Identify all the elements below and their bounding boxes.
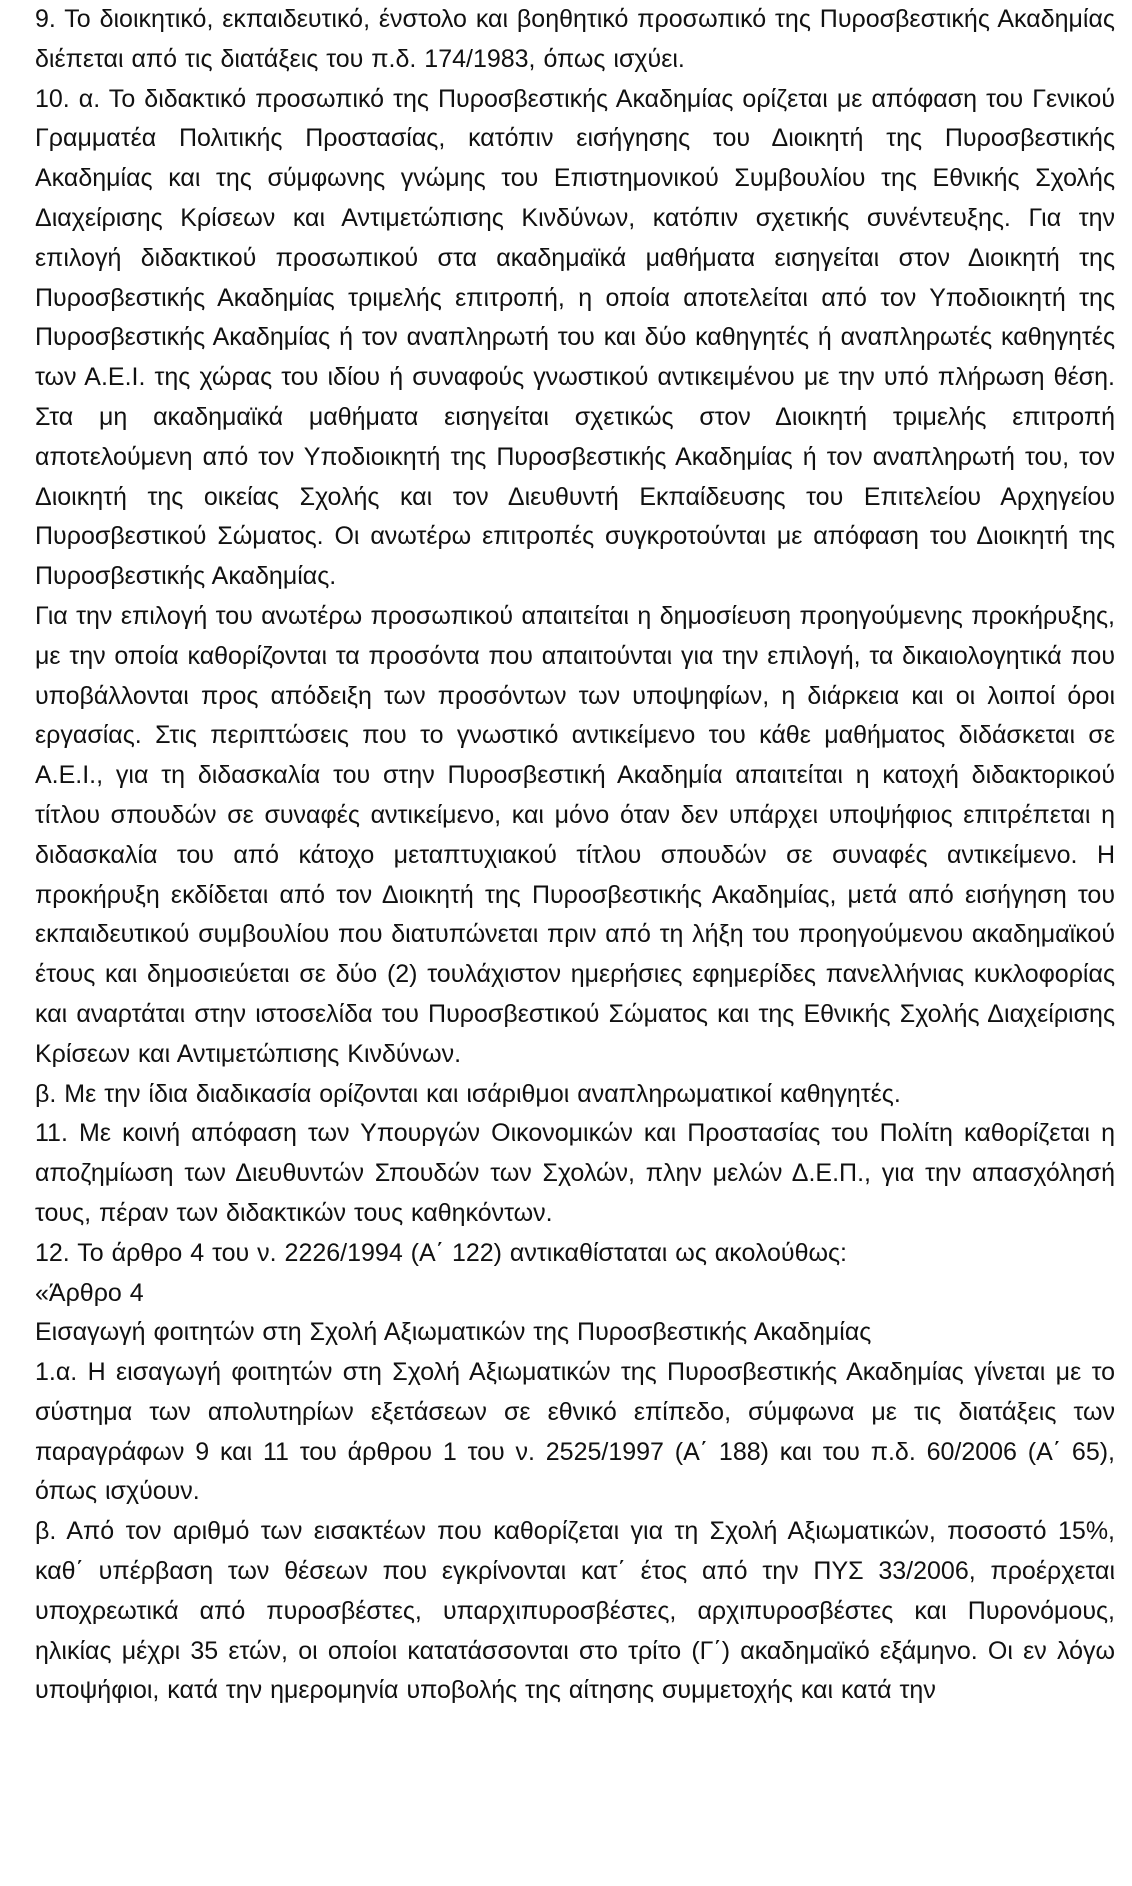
paragraph-10a: 10. α. Το διδακτικό προσωπικό της Πυροσβεστικής Ακαδημίας ορίζεται με απόφαση του Γενικού Γραμματέα Πολιτικής Προστασίας, κατόπιν εισήγησης του Διοικητή της Πυροσβεστικής Ακαδημίας και της σύμφωνης γνώμης του Επιστημονικού Συμβουλίου της Εθνικής Σχολής Διαχείρισης Κρίσεων και Αντιμετώπισης Κινδύνων, κατόπιν σχετικής συνέντευξης. Για την επιλογή διδακτικού προσωπικού στα ακαδημαϊκά μαθήματα εισηγείται στον Διοικητή της Πυροσβεστικής Ακαδημίας τριμελής επιτροπή, η οποία αποτελείται από τον Υποδιοικητή της Πυροσβεστικής Ακαδημίας ή τον αναπληρωτή του και δύο καθηγητές ή αναπληρωτές καθηγητές των Α.Ε.Ι. της χώρας του ιδίου ή συναφούς γνωστικού αντικειμένου με την υπό πλήρωση θέση. Στα μη ακαδημαϊκά μαθήματα εισηγείται σχετικώς στον Διοικητή τριμελής επιτροπή αποτελούμενη από τον Υποδιοικητή της Πυροσβεστικής Ακαδημίας ή τον αναπληρωτή του, τον Διοικητή της οικείας Σχολής και τον Διευθυντή Εκπαίδευσης του Επιτελείου Αρχηγείου Πυροσβεστικού Σώματος. Οι ανωτέρω επιτροπές συγκροτούνται με απόφαση του Διοικητή της Πυροσβεστικής Ακαδημίας. [35,84,1115,591]
paragraph-10b: β. Με την ίδια διαδικασία ορίζονται και ισάριθμοι αναπληρωματικοί καθηγητές. [35,1079,901,1108]
paragraph-1a: 1.α. Η εισαγωγή φοιτητών στη Σχολή Αξιωματικών της Πυροσβεστικής Ακαδημίας γίνεται με το σύστημα των απολυτηρίων εξετάσεων σε εθνικό επίπεδο, σύμφωνα με τις διατάξεις των παραγράφων 9 και 11 του άρθρου 1 του ν. 2525/1997 (Α΄ 188) και του π.δ. 60/2006 (Α΄ 65), όπως ισχύουν. [35,1358,1115,1506]
paragraph-11: 11. Με κοινή απόφαση των Υπουργών Οικονομικών και Προστασίας του Πολίτη καθορίζεται η αποζημίωση των Διευθυντών Σπουδών των Σχολών, πλην μελών Δ.Ε.Π., για την απασχόλησή τους, πέραν των διδακτικών τους καθηκόντων. [35,1119,1115,1227]
paragraph-12: 12. Το άρθρο 4 του ν. 2226/1994 (Α΄ 122) αντικαθίσταται ως ακολούθως: [35,1238,848,1267]
document-page [35,0,1115,1886]
paragraph-10a-continued: Για την επιλογή του ανωτέρω προσωπικού απαιτείται η δημοσίευση προηγούμενης προκήρυξης, με την οποία καθορίζονται τα προσόντα που απαιτούνται για την επιλογή, τα δικαιολογητικά που υποβάλλονται προς απόδειξη των προσόντων των υποψηφίων, η διάρκεια και οι λοιποί όροι εργασίας. Στις περιπτώσεις που το γνωστικό αντικείμενο του κάθε μαθήματος διδάσκεται σε Α.Ε.Ι., για τη διδασκαλία του στην Πυροσβεστική Ακαδημία απαιτείται η κατοχή διδακτορικού τίτλου σπουδών σε συναφές αντικείμενο, και μόνο όταν δεν υπάρχει υποψήφιος επιτρέπεται η διδασκαλία του από κάτοχο μεταπτυχιακού τίτλου σπουδών σε συναφές αντικείμενο. Η προκήρυξη εκδίδεται από τον Διοικητή της Πυροσβεστικής Ακαδημίας, μετά από εισήγηση του εκπαιδευτικού συμβουλίου που διατυπώνεται πριν από τη λήξη του προηγούμενου ακαδημαϊκού έτους και δημοσιεύεται σε δύο (2) τουλάχιστον ημερήσιες εφημερίδες πανελλήνιας κυκλοφορίας και αναρτάται στην ιστοσελίδα του Πυροσβεστικού Σώματος και της Εθνικής Σχολής Διαχείρισης Κρίσεων και Αντιμετώπισης Κινδύνων. [35,601,1115,1068]
paragraph-1b: β. Από τον αριθμό των εισακτέων που καθορίζεται για τη Σχολή Αξιωματικών, ποσοστό 15%, καθ΄ υπέρβαση των θέσεων που εγκρίνονται κατ΄ έτος από την ΠΥΣ 33/2006, προέρχεται υποχρεωτικά από πυροσβέστες, υπαρχιπυροσβέστες, αρχιπυροσβέστες και Πυρονόμους, ηλικίας μέχρι 35 ετών, οι οποίοι κατατάσσονται στο τρίτο (Γ΄) ακαδημαϊκό εξάμηνο. Οι εν λόγω υποψήφιοι, κατά την ημερομηνία υποβολής της αίτησης συμμετοχής και κατά την [35,1517,1115,1705]
article-heading: «Άρθρο 4 [35,1278,144,1307]
paragraph-9: 9. Το διοικητικό, εκπαιδευτικό, ένστολο και βοηθητικό προσωπικό της Πυροσβεστικής Ακαδημίας διέπεται από τις διατάξεις του π.δ. 174/1983, όπως ισχύει. [35,5,1115,73]
article-title: Εισαγωγή φοιτητών στη Σχολή Αξιωματικών της Πυροσβεστικής Ακαδημίας [35,1318,872,1347]
